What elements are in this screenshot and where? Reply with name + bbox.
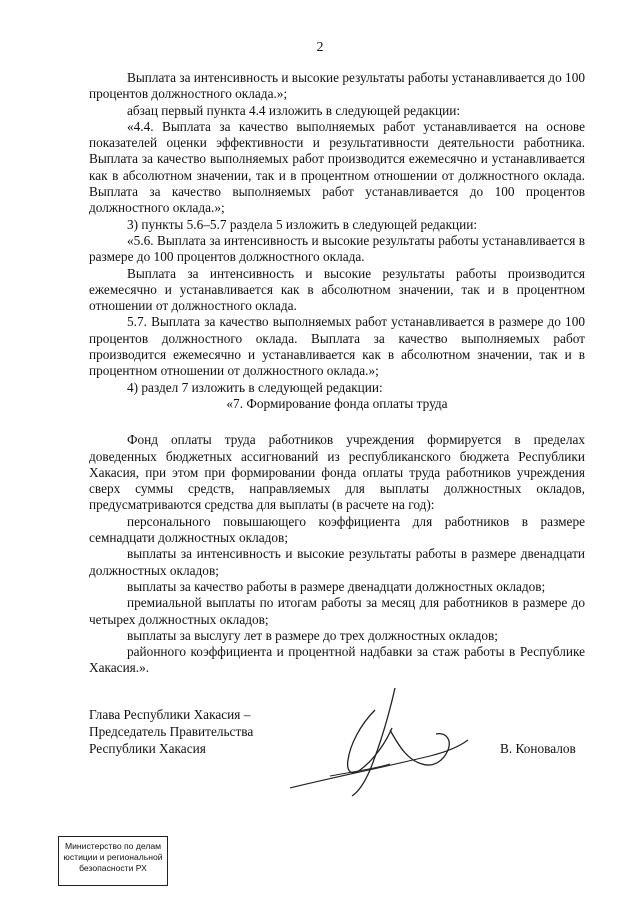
list-item: персонального повышающего коэффициента для работников в размере семнадцати должностных окладов; (89, 513, 585, 546)
signatory-name: В. Коновалов (500, 741, 576, 756)
paragraph: «4.4. Выплата за качество выполняемых работ устанавливается на основе показателей оценки эффективности и результативности деятельности работника. Выплата за качество выполняемых работ производится ежемесячно и устанавливается как в абсолютном значении, так и в процентном отношении от должностного оклада. Выплата за качество выполняемых работ устанавливается до 100 процентов должностного оклада.»; (89, 118, 585, 216)
paragraph: 3) пункты 5.6–5.7 раздела 5 изложить в следующей редакции: (127, 216, 478, 232)
signatory-position (89, 706, 309, 757)
paragraph: 4) раздел 7 изложить в следующей редакции: (127, 379, 383, 395)
paragraph: Выплата за интенсивность и высокие результаты работы производится ежемесячно и устанавливается как в абсолютном значении, так и в процентном отношении от должностного оклада. (89, 265, 585, 314)
list-item: выплаты за качество работы в размере двенадцати должностных окладов; (127, 578, 546, 594)
paragraph: Выплата за интенсивность и высокие результаты работы устанавливается до 100 процентов должностного оклада.»; (89, 70, 585, 102)
registration-stamp (58, 836, 168, 886)
paragraph: 5.7. Выплата за качество выполняемых работ устанавливается в размере до 100 процентов должностного оклада. Выплата за качество выполняемых работ производится ежемесячно и устанавливается как в абсолютном значении, так и в процентном отношении от должностного оклада.»; (89, 314, 585, 379)
stamp-line: Министерство по делам (64, 841, 162, 851)
stamp-line: безопасности РХ (79, 863, 147, 873)
list-item: выплаты за интенсивность и высокие результаты работы в размере двенадцати должностных окладов; (89, 546, 585, 578)
stamp-line: юстиции и региональной (63, 852, 163, 862)
list-item: премиальной выплаты по итогам работы за месяц для работников в размере до четырех должностных окладов; (89, 595, 585, 627)
section-heading: «7. Формирование фонда оплаты труда (226, 395, 448, 411)
paragraph: «5.6. Выплата за интенсивность и высокие результаты работы устанавливается в размере до 100 процентов должностного оклада. (89, 232, 585, 265)
position-line: Председатель Правительства (89, 724, 254, 739)
handwritten-signature (290, 680, 470, 800)
paragraph: абзац первый пункта 4.4 изложить в следующей редакции: (127, 102, 461, 118)
page-number: 2 (316, 40, 324, 55)
position-line: Республики Хакасия (89, 741, 206, 756)
list-item: районного коэффициента и процентной надбавки за стаж работы в Республике Хакасия.». (89, 644, 585, 676)
position-line: Глава Республики Хакасия – (89, 707, 251, 722)
paragraph: Фонд оплаты труда работников учреждения формируется в пределах доведенных бюджетных ассигнований из республиканского бюджета Республики Хакасия, при этом при формировании фонда оплаты труда работников учреждения сверх суммы средств, направляемых для выплаты должностных окладов, предусматриваются средства для выплаты (в расчете на год): (89, 432, 585, 513)
list-item: выплаты за выслугу лет в размере до трех должностных окладов; (127, 627, 498, 643)
